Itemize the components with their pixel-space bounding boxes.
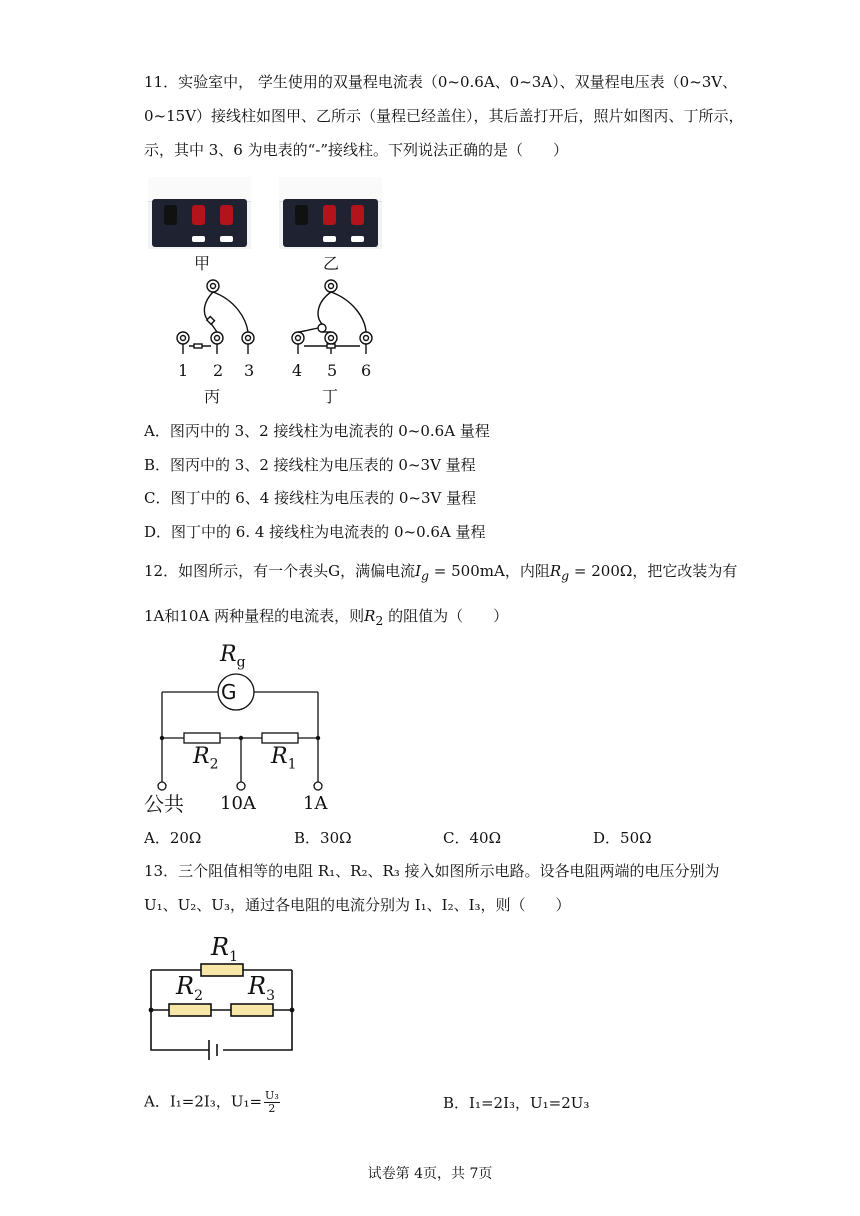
- terminal-3: 3: [244, 361, 255, 380]
- photo-jia: [148, 177, 251, 249]
- page-footer: 试卷第 4页，共 7页: [367, 1166, 493, 1182]
- q11-option-c[interactable]: C．图丁中的 6、4 接线柱为电压表的 0~3V 量程: [144, 489, 477, 507]
- r2-label-13: $R_2$: [176, 972, 203, 1004]
- q11-option-b[interactable]: B．图丙中的 3、2 接线柱为电压表的 0~3V 量程: [144, 456, 476, 474]
- red-post-icon: [323, 205, 336, 225]
- red-post-icon: [220, 205, 233, 225]
- q11-stem-line2: 0~15V）接线柱如图甲、乙所示（量程已经盖住），其后盖打开后，照片如图丙、丁所示，: [144, 107, 744, 125]
- q12-option-b[interactable]: B．30Ω: [294, 829, 352, 847]
- q13-option-b[interactable]: B．I₁=2I₃，U₁=2U₃: [443, 1094, 590, 1112]
- terminal-4: 4: [292, 361, 303, 380]
- q13-stem-line2: U₁、U₂、U₃，通过各电阻的电流分别为 I₁、I₂、I₃，则（ ）: [144, 896, 571, 914]
- label-ding: 丁: [322, 387, 339, 406]
- label-bing: 丙: [204, 387, 221, 406]
- black-post-icon: [295, 205, 308, 225]
- rg-label: $R_g$: [220, 642, 246, 671]
- wiring-diagram-ding: [287, 278, 387, 358]
- q11-stem-line1: 11．实验室中， 学生使用的双量程电流表（0~0.6A、0~3A）、双量程电压表（0~3V、: [144, 73, 738, 91]
- r1-label: $R_1$: [271, 744, 297, 773]
- r3-label-13: $R_3$: [248, 972, 275, 1004]
- q12-option-d[interactable]: D．50Ω: [593, 829, 652, 847]
- q12-stem-line2: 1A和10A 两种量程的电流表，则$R_2$ 的阻值为（ ）: [144, 607, 509, 628]
- q13-option-a[interactable]: A．I₁=2I₃，U₁= $\frac{\text{U₃}}{2}$: [144, 1089, 279, 1116]
- q11-stem-line3: 示，其中 3、6 为电表的“-”接线柱。下列说法正确的是（ ）: [144, 141, 569, 159]
- terminal-1a: 1A: [303, 793, 328, 814]
- q11-option-a[interactable]: A．图丙中的 3、2 接线柱为电流表的 0~0.6A 量程: [144, 422, 490, 440]
- meter-g-label: G: [221, 680, 237, 704]
- terminal-6: 6: [361, 361, 372, 380]
- q11-option-d[interactable]: D．图丁中的 6. 4 接线柱为电流表的 0~0.6A 量程: [144, 523, 486, 541]
- r1-label-13: $R_1$: [211, 933, 238, 965]
- r2-label: $R_2$: [193, 744, 219, 773]
- photo-yi: [279, 177, 382, 249]
- wiring-diagram-bing: [170, 278, 270, 358]
- black-post-icon: [164, 205, 177, 225]
- terminal-1: 1: [178, 361, 189, 380]
- terminal-10a: 10A: [220, 793, 256, 814]
- terminal-5: 5: [327, 361, 338, 380]
- label-jia: 甲: [194, 254, 211, 273]
- q13-stem-line1: 13．三个阻值相等的电阻 R₁、R₂、R₃ 接入如图所示电路。设各电阻两端的电压分别为: [144, 862, 720, 880]
- red-post-icon: [351, 205, 364, 225]
- q12-option-a[interactable]: A．20Ω: [144, 829, 202, 847]
- terminal-common: 公共: [144, 792, 184, 816]
- q12-stem-line1: 12．如图所示，有一个表头G，满偏电流$I_g = 500mA$，内阻$R_g = 200\Omega$，把它改装为有: [144, 562, 738, 583]
- terminal-2: 2: [213, 361, 224, 380]
- label-yi: 乙: [323, 254, 340, 273]
- red-post-icon: [192, 205, 205, 225]
- q12-option-c[interactable]: C．40Ω: [443, 829, 502, 847]
